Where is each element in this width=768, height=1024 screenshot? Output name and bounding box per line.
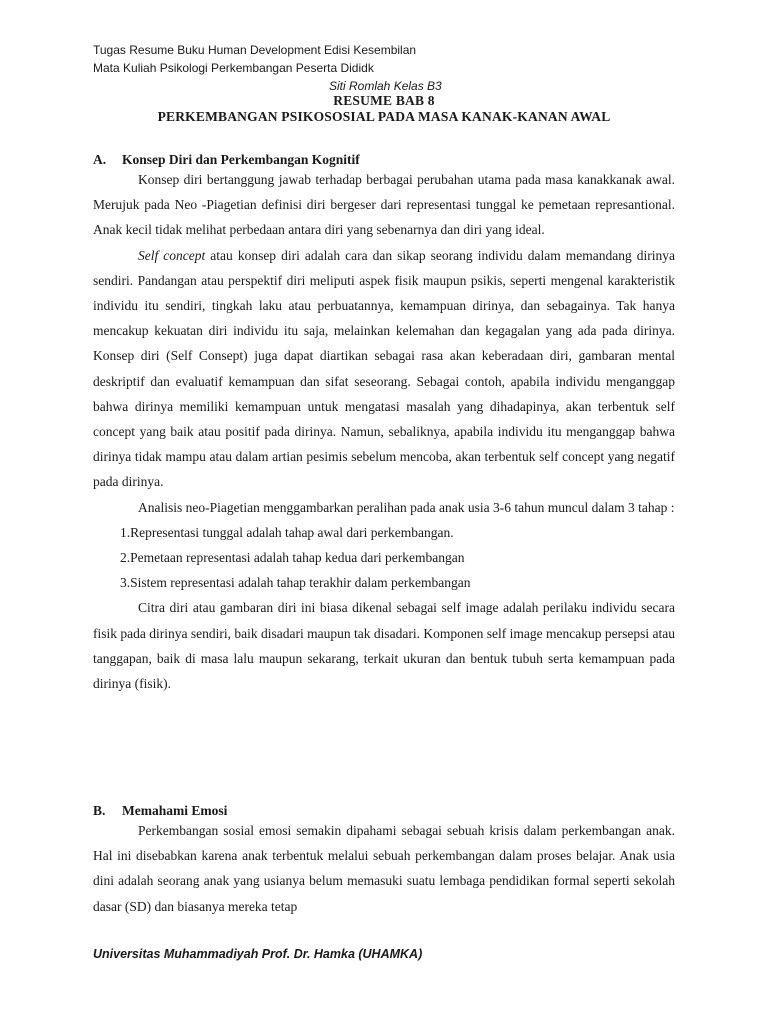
title-chapter: RESUME BAB 8 [333, 93, 435, 108]
list-item: 1.Representasi tunggal adalah tahap awal dari perkembangan. [120, 524, 454, 540]
self-concept-term: Self concept [138, 247, 206, 263]
header-author: Siti Romlah Kelas B3 [329, 79, 442, 93]
section-a-paragraph-3: Analisis neo-Piagetian menggambarkan peralihan pada anak usia 3-6 tahun muncul dalam 3 tahap : [138, 499, 675, 515]
section-a-body [93, 167, 675, 696]
section-b-paragraph-1: Perkembangan sosial emosi semakin dipahami sebagai sebuah krisis dalam perkembangan anak. Hal ini disebabkan karena anak terbentuk melalui sebuah perkembangan dalam proses belajar. Anak usia dini adalah seorang anak yang usianya belum memasuki suatu lembaga pendidikan formal seperti sekolah dasar (SD) dan biasanya mereka tetap [93, 823, 675, 914]
header-subject-line: Mata Kuliah Psikologi Perkembangan Peserta Dididk [93, 61, 374, 75]
footer-university: Universitas Muhammadiyah Prof. Dr. Hamka (UHAMKA) [93, 947, 423, 961]
list-item: 3.Sistem representasi adalah tahap terakhir dalam perkembangan [120, 575, 471, 591]
section-a-heading [93, 152, 360, 168]
section-b-title: Memahami Emosi [122, 803, 228, 818]
section-b-body [93, 818, 675, 919]
section-a-title: Konsep Diri dan Perkembangan Kognitif [122, 152, 360, 167]
section-a-number: A. [93, 152, 107, 167]
section-a-paragraph-1: Konsep diri bertanggung jawab terhadap berbagai perubahan utama pada masa kanakkanak awal. Merujuk pada Neo -Piagetian definisi diri bergeser dari representasi tunggal ke pemetaan represantional. Anak kecil tidak melihat perbedaan antara diri yang sebenarnya dan diri yang ideal. [93, 172, 675, 238]
section-b-number: B. [93, 803, 106, 818]
section-b-heading [93, 803, 227, 819]
header-course-line: Tugas Resume Buku Human Development Edisi Kesembilan [93, 43, 417, 57]
title-main: PERKEMBANGAN PSIKOSOSIAL PADA MASA KANAK-KANAN AWAL [157, 109, 611, 124]
section-a-paragraph-2-text: atau konsep diri adalah cara dan sikap seorang individu dalam memandang dirinya sendiri. Pandangan atau perspektif diri meliputi aspek fisik maupun psikis, seperti mengenal karakteristik individu itu sendiri, tingkah laku atau perbuatannya, kemampuan dirinya, dan sebagainya. Tak hanya mencakup kekuatan diri individu itu saja, melainkan kelemahan dan kegagalan yang ada pada dirinya. Konsep diri (Self Consept) juga dapat diartikan sebagai rasa akan keberadaan diri, gambaran mental deskriptif dan evaluatif kemampuan dan sifat seseorang. Sebagai contoh, apabila individu menganggap bahwa dirinya memiliki kemampuan untuk mengatasi masalah yang dihadapinya, akan terbentuk self concept yang baik atau positif pada dirinya. Namun, sebaliknya, apabila individu itu menganggap bahwa dirinya tidak mampu atau dalam artian pesimis sebelum mencoba, akan terbentuk self concept yang negatif pada dirinya. [93, 247, 675, 490]
list-item: 2.Pemetaan representasi adalah tahap kedua dari perkembangan [120, 550, 465, 566]
section-a-paragraph-4: Citra diri atau gambaran diri ini biasa dikenal sebagai self image adalah perilaku individu secara fisik pada dirinya sendiri, baik disadari maupun tak disadari. Komponen self image mencakup persepsi atau tanggapan, baik di masa lalu maupun sekarang, terkait ukuran dan bentuk tubuh serta kemampuan pada dirinya (fisik). [93, 600, 675, 692]
section-a-paragraph-2 [93, 243, 675, 495]
